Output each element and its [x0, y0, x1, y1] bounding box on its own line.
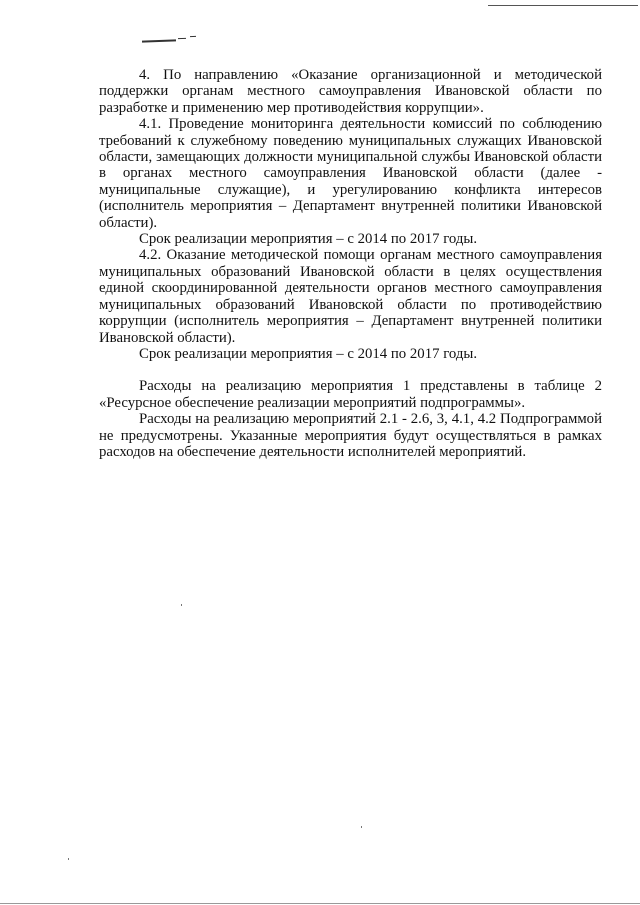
paragraph-4-1: 4.1. Проведение мониторинга деятельности комиссий по соблюдению требований к служебному поведению муниципальных служащих Ивановской области, замещающих должности муниципальной службы Ивановской области в органах местного самоуправления Ивановской области (далее - муниципальные служащие), и урегулированию конфликта интересов (исполнитель мероприятия – Департамент внутренней политики Ивановской области). [99, 116, 602, 231]
paragraph-expenses-1: Расходы на реализацию мероприятия 1 представлены в таблице 2 «Ресурсное обеспечение реализации мероприятий подпрограммы». [99, 378, 602, 411]
paragraph-4-2-term: Срок реализации мероприятия – с 2014 по 2017 годы. [139, 345, 478, 362]
scan-speck [361, 826, 362, 828]
scan-mark [190, 36, 196, 37]
scan-edge-line [488, 5, 638, 6]
paragraph-4-1-term: Срок реализации мероприятия – с 2014 по 2017 годы. [139, 231, 478, 248]
scan-mark [178, 38, 186, 39]
scan-speck [68, 858, 69, 860]
scan-speck [181, 604, 182, 606]
scan-mark [142, 39, 176, 42]
paragraph-4-2: 4.2. Оказание методической помощи органам местного самоуправления муниципальных образований Ивановской области в целях осуществления единой скоординированной деятельности органов местного самоуправления муниципальных образований Ивановской области по противодействию коррупции (исполнитель мероприятия – Департамент внутренней политики Ивановской области). [99, 247, 602, 346]
document-body [99, 67, 602, 460]
section-4-heading: 4. По направлению «Оказание организационной и методической поддержки органам местного самоуправления Ивановской области по разработке и применению мер противодействия коррупции». [99, 67, 602, 116]
scan-edge-line [0, 903, 640, 904]
paragraph-expenses-2: Расходы на реализацию мероприятий 2.1 - 2.6, 3, 4.1, 4.2 Подпрограммой не предусмотрены. Указанные мероприятия будут осуществляться в рамках расходов на обеспечение деятельности исполнителей мероприятий. [99, 411, 602, 460]
